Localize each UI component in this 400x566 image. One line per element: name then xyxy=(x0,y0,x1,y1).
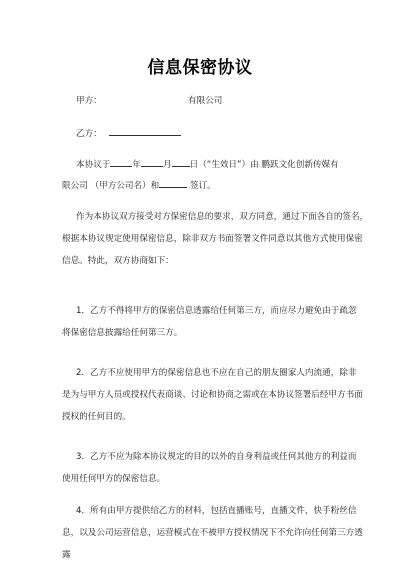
clause-line: 是为与甲方人员或授权代表商谈、讨论和协商之需或在本协议签署后经甲方书面 xyxy=(62,390,363,400)
clause-line: 使用任何甲方的保密信息。 xyxy=(62,474,166,484)
party-a-company: 有限公司 xyxy=(188,96,223,106)
preamble-line: 根据本协议规定使用保密信息，除非双方书面签署文件同意以其他方式使用保密 xyxy=(62,234,363,244)
party-b-row xyxy=(76,126,181,140)
clause-line: 1．乙方不得将甲方的保密信息透露给任何第三方，而应尽力避免由于疏忽 xyxy=(76,306,357,316)
intro-line-1 xyxy=(76,157,339,171)
clause-line: 2．乙方不应使用甲方的保密信息也不应在自己的朋友圈家人内流通，除非 xyxy=(76,368,357,378)
clause-2 xyxy=(62,362,363,428)
party-a-label: 甲方： xyxy=(76,96,102,106)
clause-line: 将保密信息披露给任何第三方。 xyxy=(62,328,183,338)
party-b-name-blank xyxy=(159,178,187,188)
party-b-label: 乙方： xyxy=(76,129,102,139)
preamble-line: 信息。特此，双方协商如下： xyxy=(62,256,174,266)
party-b-blank xyxy=(109,126,181,136)
clause-4 xyxy=(62,500,363,566)
month-blank xyxy=(141,157,163,167)
day-blank xyxy=(172,157,190,167)
clause-1 xyxy=(62,300,357,344)
year-blank xyxy=(110,157,132,167)
intro-prefix: 本协议于 xyxy=(76,160,111,170)
clause-3 xyxy=(62,446,357,490)
intro-signed: 签订。 xyxy=(187,181,216,191)
preamble-line: 作为本协议双方接受对方保密信息的要求，双方同意，通过下面各自的签名， xyxy=(76,212,369,222)
intro-month: 月 xyxy=(163,160,172,170)
intro-party-a: 限公司 （甲方公司名）和 xyxy=(62,181,160,191)
clause-line: 息，以及公司运营信息，运营模式在不被甲方授权情况下不允许向任何第三方透 xyxy=(62,528,363,538)
clause-line: 3．乙方不应为除本协议规定的目的以外的自身利益或任何其他方的利益而 xyxy=(76,452,357,462)
clause-line: 4．所有由甲方提供给乙方的材料，包括直播账号，直播文件，快手粉丝信 xyxy=(76,506,357,516)
intro-line-2 xyxy=(62,178,216,192)
clause-line: 露 xyxy=(62,550,71,560)
document-title: 信息保密协议 xyxy=(147,58,253,78)
intro-year: 年 xyxy=(132,160,141,170)
intro-day: 日（“生效日”）由 鹏跃文化创新传媒有 xyxy=(189,160,339,170)
preamble-paragraph xyxy=(62,206,369,272)
clause-line: 授权的任何目的。 xyxy=(62,412,131,422)
